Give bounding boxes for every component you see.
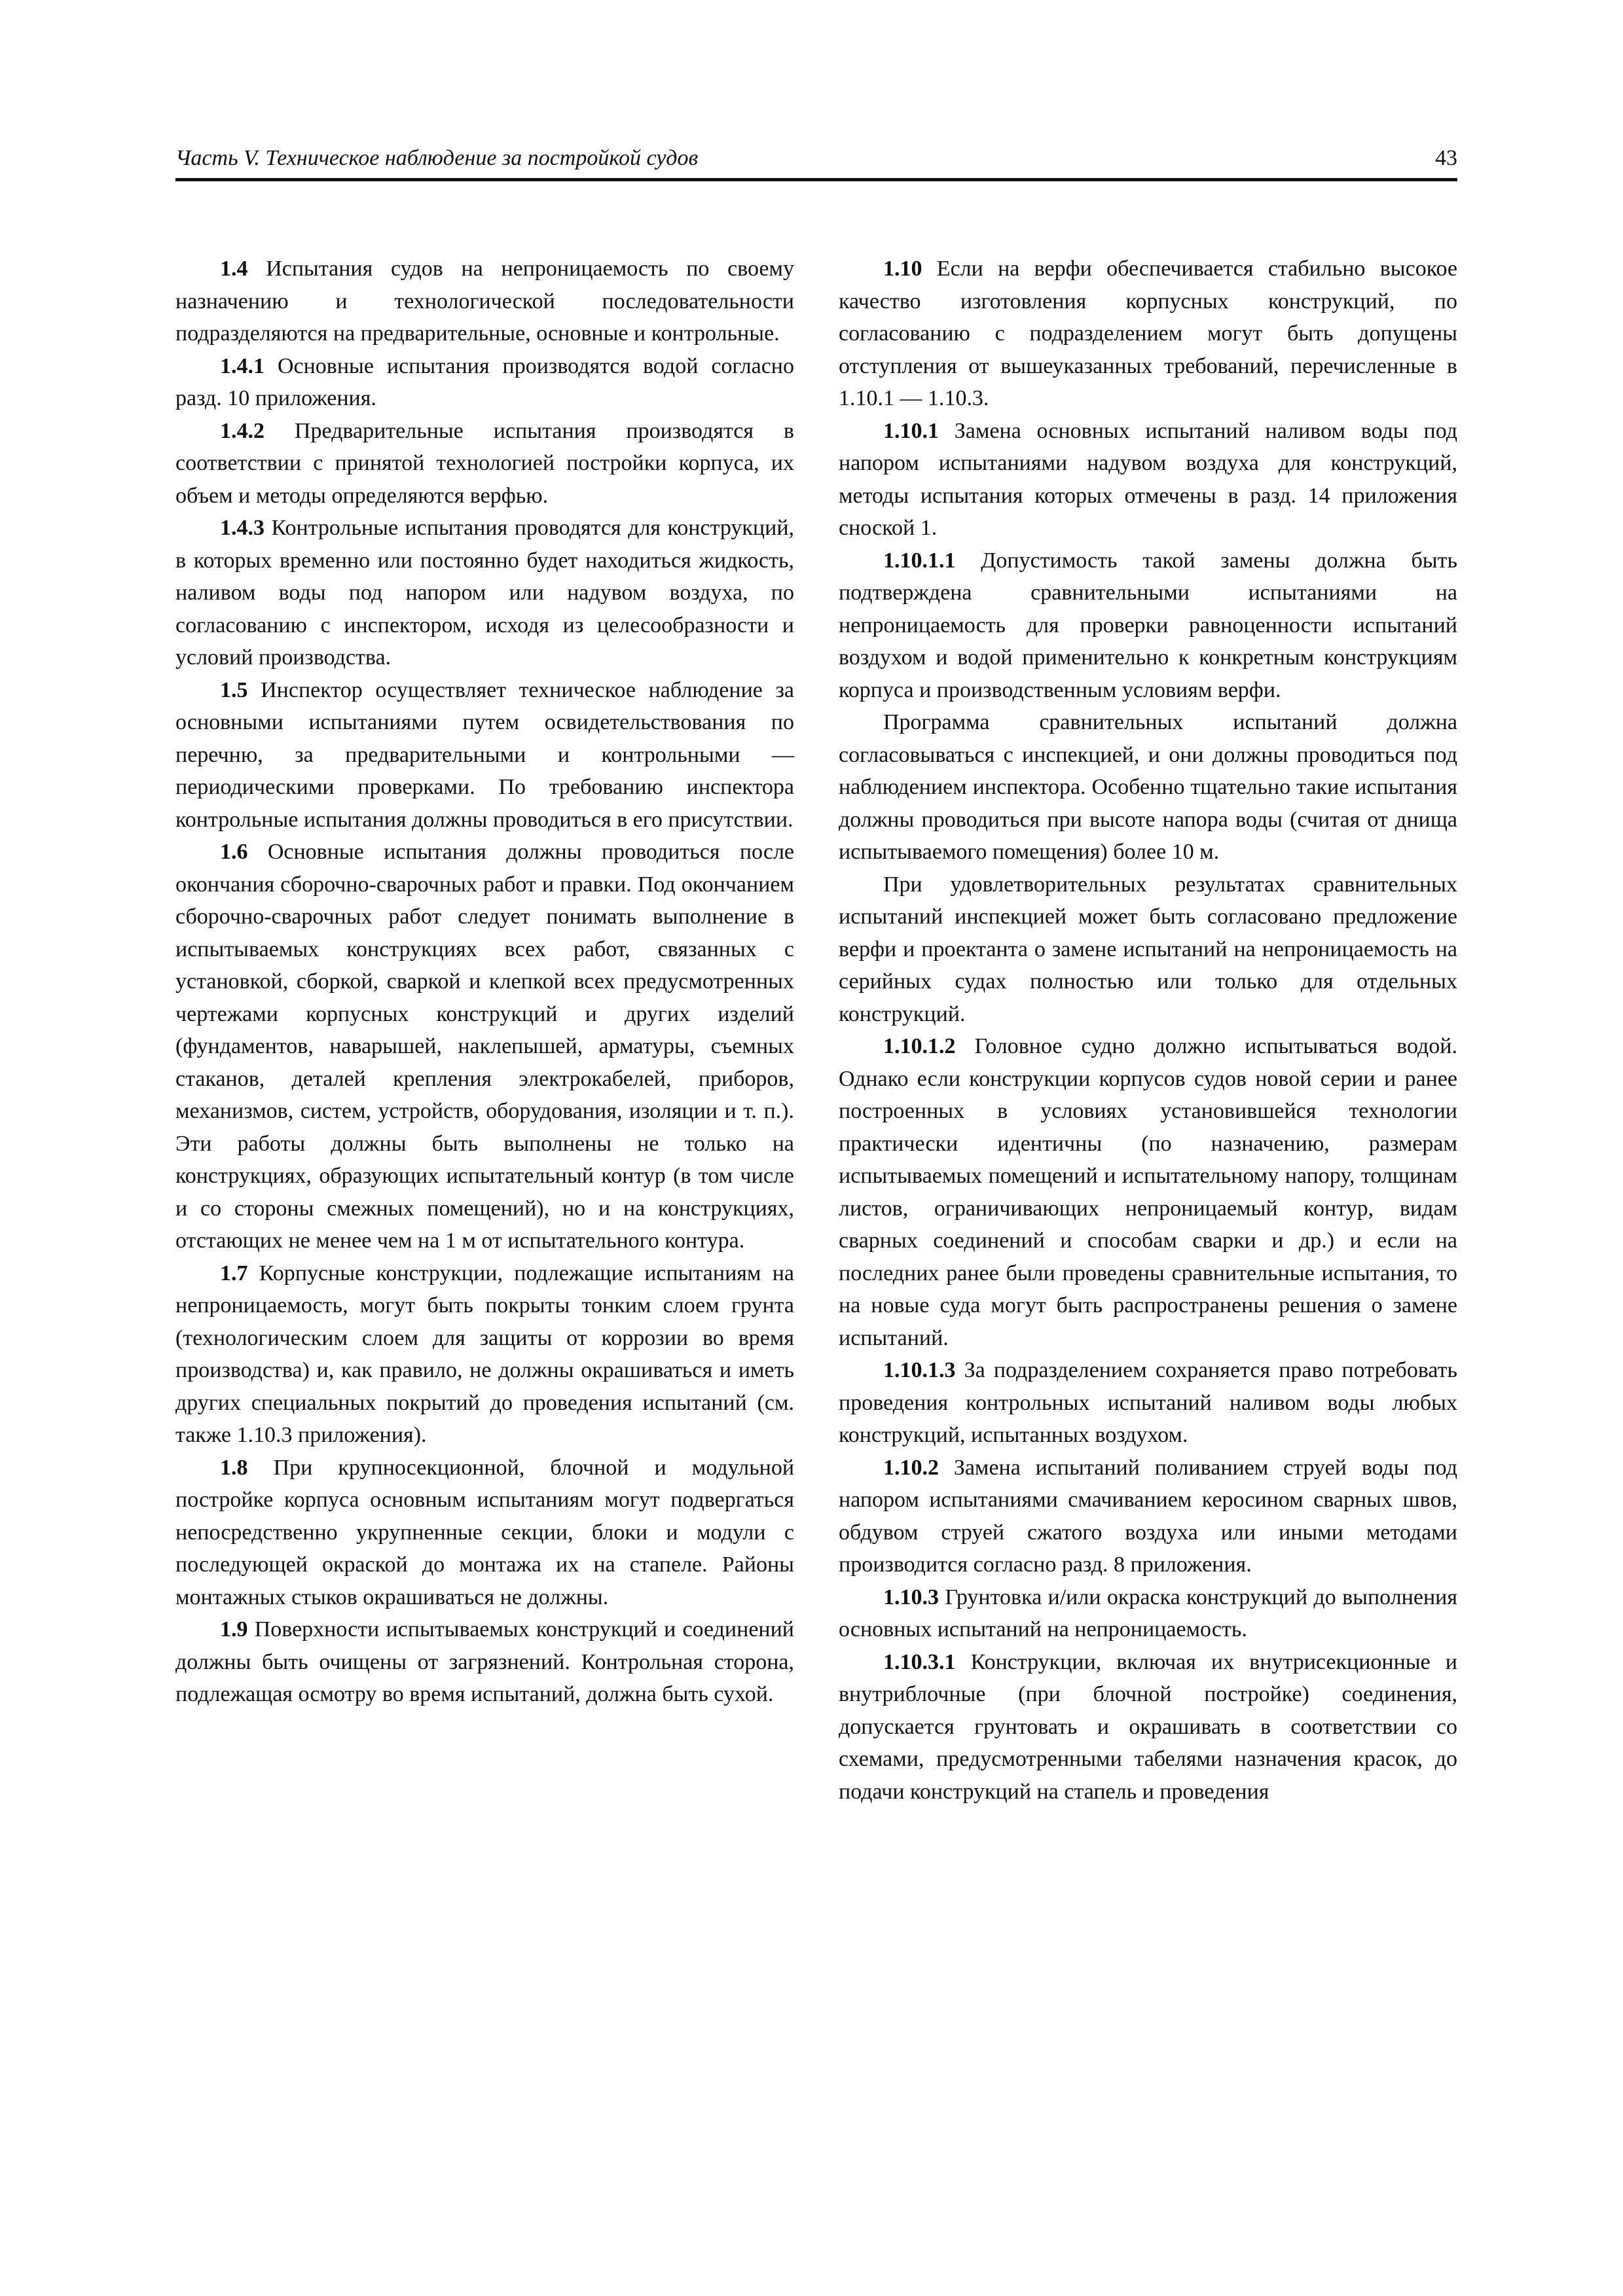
paragraph-1-10 — [839, 253, 1457, 415]
paragraph-1-10-1-1 — [839, 545, 1457, 707]
clause-number: 1.5 — [220, 677, 248, 702]
paragraph-1-5 — [175, 674, 794, 836]
clause-number: 1.10.1.2 — [883, 1034, 956, 1058]
paragraph-1-8 — [175, 1452, 794, 1614]
paragraph-comparative-program — [839, 706, 1457, 869]
paragraph-1-10-2 — [839, 1452, 1457, 1581]
paragraph-text: За подразделением сохраняется право потребовать проведения контрольных испытаний наливом воды любых конструкций, испытанных воздухом. — [839, 1358, 1457, 1447]
paragraph-text: Замена испытаний поливанием струей воды под напором испытаниями смачиванием керосином сварных швов, обдувом струей сжатого воздуха или иными методами производится согласно разд. 8 приложения. — [839, 1455, 1457, 1577]
right-column — [839, 253, 1457, 1808]
clause-number: 1.10.1.1 — [883, 548, 956, 573]
paragraph-text: Корпусные конструкции, подлежащие испытаниям на непроницаемость, могут быть покрыты тонким слоем грунта (технологическим слоем для защиты от коррозии во время производства) и, как правило, не должны окрашиваться и иметь других специальных покрытий до проведения испытаний (см. также 1.10.3 приложения). — [175, 1261, 794, 1447]
paragraph-1-10-1-2 — [839, 1030, 1457, 1354]
clause-number: 1.10.1 — [883, 418, 939, 443]
clause-number: 1.6 — [220, 840, 248, 864]
clause-number: 1.9 — [220, 1617, 248, 1641]
paragraph-text: Если на верфи обеспечивается стабильно высокое качество изготовления корпусных конструкций, по согласованию с подразделением могут быть допущены отступления от вышеуказанных требований, перечисленные в 1.10.1 — 1.10.3. — [839, 257, 1458, 410]
clause-number: 1.8 — [220, 1455, 248, 1480]
clause-number: 1.4.3 — [220, 516, 264, 540]
paragraph-1-4-1 — [175, 350, 794, 415]
clause-number: 1.4 — [220, 257, 248, 281]
paragraph-text: Контрольные испытания проводятся для конструкций, в которых временно или постоянно будет находиться жидкость, наливом воды под напором или надувом воздуха, по согласованию с инспектором, исходя из целесообразности и условий производства. — [175, 516, 795, 670]
clause-number: 1.10.3 — [883, 1585, 939, 1609]
clause-number: 1.10.3.1 — [883, 1649, 956, 1674]
paragraph-comparative-results — [839, 869, 1457, 1031]
clause-number: 1.10.2 — [883, 1455, 939, 1480]
paragraph-text: Грунтовка и/или окраска конструкций до выполнения основных испытаний на непроницаемость. — [839, 1585, 1457, 1641]
page-number: 43 — [1435, 146, 1457, 170]
paragraph-1-10-3 — [839, 1581, 1457, 1646]
left-column — [175, 253, 794, 1711]
paragraph-1-10-1-3 — [839, 1354, 1457, 1452]
clause-number: 1.4.1 — [220, 353, 264, 378]
paragraph-text: Программа сравнительных испытаний должна согласовываться с инспекцией, и они должны проводиться под наблюдением инспектора. Особенно тщательно такие испытания должны проводиться при высоте напора воды (считая от днища испытываемого помещения) более 10 м. — [839, 710, 1457, 864]
running-title: Часть V. Техническое наблюдение за постройкой судов — [175, 146, 699, 170]
paragraph-text: Замена основных испытаний наливом воды под напором испытаниями надувом воздуха для конструкций, методы испытания которых отмечены в разд. 14 приложения сноской 1. — [839, 418, 1458, 540]
paragraph-1-7 — [175, 1257, 794, 1452]
paragraph-text: Поверхности испытываемых конструкций и соединений должны быть очищены от загрязнений. Контрольная сторона, подлежащая осмотру во время испытаний, должна быть сухой. — [175, 1617, 795, 1706]
paragraph-text: При крупносекционной, блочной и модульной постройке корпуса основным испытаниям могут подвергаться непосредственно укрупненные секции, блоки и модули с последующей окраской до монтажа их на стапеле. Районы монтажных стыков окрашиваться не должны. — [175, 1455, 795, 1609]
paragraph-text: Испытания судов на непроницаемость по своему назначению и технологической последовательности подразделяются на предварительные, основные и контрольные. — [175, 257, 794, 346]
paragraph-text: Допустимость такой замены должна быть подтверждена сравнительными испытаниями на непроницаемость для проверки равноценности испытаний воздухом и водой применительно к конкретным конструкциям корпуса и производственным условиям верфи. — [839, 548, 1457, 702]
paragraph-1-4-2 — [175, 415, 794, 512]
clause-number: 1.7 — [220, 1261, 248, 1285]
paragraph-1-10-3-1 — [839, 1646, 1457, 1808]
paragraph-text: Головное судно должно испытываться водой. Однако если конструкции корпусов судов новой серии и ранее построенных в условиях установившейся технологии практически идентичны (по назначению, размерам испытываемых помещений и испытательному напору, толщинам листов, ограничивающих непроницаемый контур, видам сварных соединений и способам сварки и др.) и если на последних ранее были проведены сравнительные испытания, то на новые суда могут быть распространены решения о замене испытаний. — [839, 1034, 1458, 1350]
clause-number: 1.10.1.3 — [883, 1358, 956, 1382]
paragraph-1-4 — [175, 253, 794, 350]
paragraph-text: Основные испытания должны проводиться после окончания сборочно-сварочных работ и правки. Под окончанием сборочно-сварочных работ следует понимать выполнение в испытываемых конструкциях всех работ, связанных с установкой, сборкой, сваркой и клепкой всех предусмотренных чертежами корпусных конструкций и других изделий (фундаментов, наварышей, наклепышей, арматуры, съемных стаканов, деталей крепления электрокабелей, приборов, механизмов, систем, устройств, оборудования, изоляции и т. п.). Эти работы должны быть выполнены не только на конструкциях, образующих испытательный контур (в том числе и со стороны смежных помещений), но и на конструкциях, отстающих не менее чем на 1 м от испытательного контура. — [175, 840, 795, 1253]
paragraph-text: При удовлетворительных результатах сравнительных испытаний инспекцией может быть согласовано предложение верфи и проектанта о замене испытаний на непроницаемость на серийных судах полностью или только для отдельных конструкций. — [839, 872, 1457, 1026]
clause-number: 1.4.2 — [220, 418, 264, 443]
clause-number: 1.10 — [883, 257, 922, 281]
paragraph-text: Инспектор осуществляет техническое наблюдение за основными испытаниями путем освидетельствования по перечню, за предварительными и контрольными — периодическими проверками. По требованию инспектора контрольные испытания должны проводиться в его присутствии. — [175, 677, 794, 832]
paragraph-1-6 — [175, 836, 794, 1257]
paragraph-text: Основные испытания производятся водой согласно разд. 10 приложения. — [175, 353, 794, 410]
paragraph-1-4-3 — [175, 512, 794, 674]
paragraph-text: Предварительные испытания производятся в соответствии с принятой технологией постройки корпуса, их объем и методы определяются верфью. — [175, 418, 794, 508]
paragraph-1-9 — [175, 1613, 794, 1711]
page-header — [175, 137, 1457, 181]
paragraph-1-10-1 — [839, 415, 1457, 545]
paragraph-text: Конструкции, включая их внутрисекционные и внутриблочные (при блочной постройке) соединения, допускается грунтовать и окрашивать в соответствии со схемами, предусмотренными табелями назначения красок, до подачи конструкций на стапель и проведения — [839, 1649, 1457, 1804]
